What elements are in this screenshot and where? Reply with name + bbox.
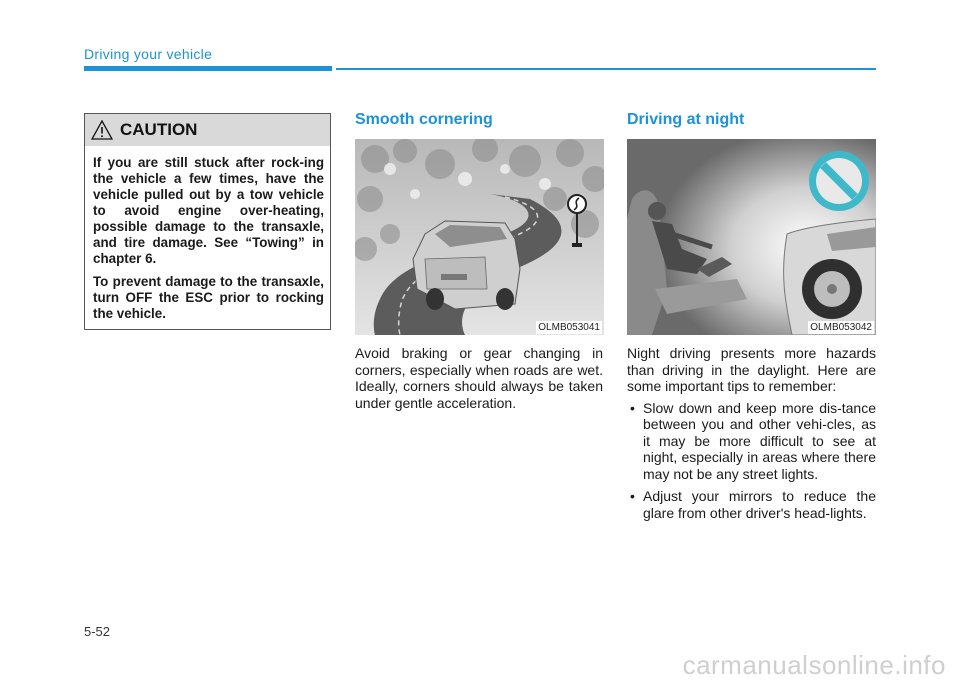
- list-item: [627, 400, 876, 483]
- section-header: Driving your vehicle: [84, 46, 213, 62]
- caution-title: CAUTION: [120, 120, 198, 139]
- caution-paragraph: To prevent damage to the transaxle, turn OFF the ESC prior to rocking the vehicle.: [93, 274, 324, 321]
- prohibition-icon: [809, 151, 869, 211]
- bullet-icon: •: [630, 399, 635, 416]
- list-item: [627, 488, 876, 521]
- body-paragraph: Avoid braking or gear changing in corners, especially when roads are wet. Ideally, corners should always be taken under gentle acceleration.: [355, 345, 603, 411]
- driving-at-night-text: [627, 345, 876, 527]
- cornering-illustration: [355, 139, 604, 335]
- header-rule-thin: [336, 68, 876, 70]
- caution-body: [85, 146, 330, 322]
- image-code: OLMB053041: [538, 322, 600, 333]
- list-item-text: Slow down and keep more dis-tance between you and other vehi-cles, as it may be more difficult to see at night, especially in areas where there may not be any street lights.: [643, 399, 876, 482]
- caution-box: [84, 113, 331, 330]
- watermark[interactable]: carmanualsonline.info: [682, 650, 946, 680]
- tips-list: [627, 400, 876, 522]
- night-driving-illustration: [627, 139, 876, 335]
- image-code: OLMB053042: [810, 322, 872, 333]
- smooth-cornering-text: [355, 345, 603, 411]
- caution-header: [85, 114, 330, 146]
- driving-at-night-title: Driving at night: [627, 111, 745, 128]
- page-number: 5-52: [84, 624, 111, 639]
- caution-paragraph: If you are still stuck after rock-ing the vehicle a few times, have the vehicle pulled out by a tow vehicle to avoid engine over-heating, possible damage to the transaxle, and tire damage. See “Towing” in chapter 6.: [93, 155, 324, 266]
- warning-triangle-icon: [91, 120, 113, 140]
- body-paragraph: Night driving presents more hazards than driving in the daylight. Here are some important tips to remember:: [627, 345, 876, 394]
- smooth-cornering-title: Smooth cornering: [355, 111, 493, 128]
- list-item-text: Adjust your mirrors to reduce the glare from other driver's head-lights.: [643, 488, 876, 521]
- header-rule-thick: [84, 66, 332, 71]
- bullet-icon: •: [630, 488, 635, 504]
